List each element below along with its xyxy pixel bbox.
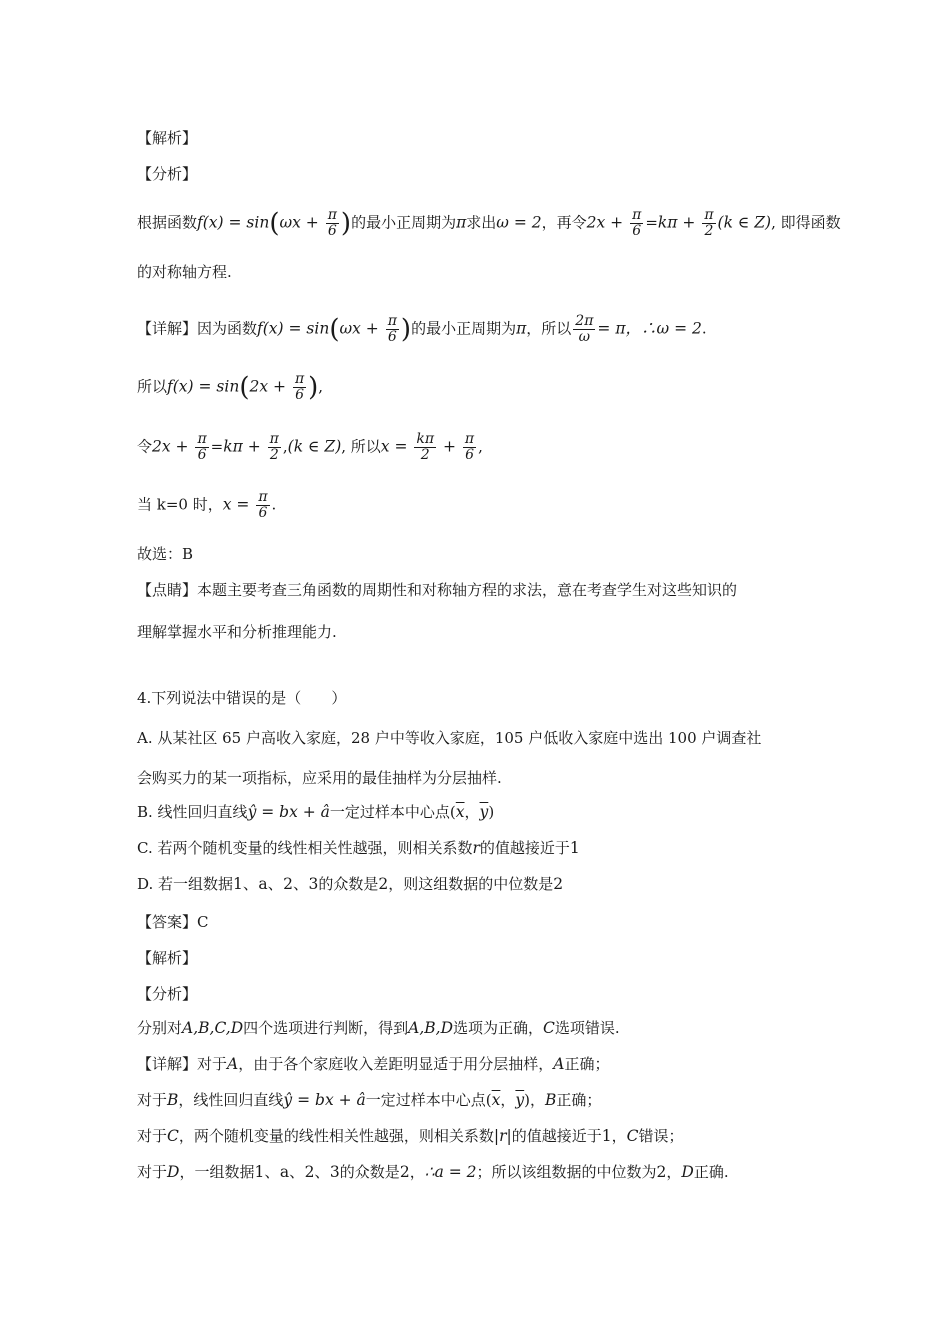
fenxi-line-1: 根据函数f(x) = sin(ωx + $\frac{\pi}{6}$ )的最小正周期为π求出ω = 2，再令2x + $\frac{\pi}{6}$ =kπ + $\frac{\pi}{2}$ (k ∈ Z), 即得函数 [137, 207, 841, 239]
q4-stem: 4.下列说法中错误的是（ ） [137, 689, 347, 707]
fenxi-line-2: 的对称轴方程. [137, 263, 232, 281]
q4-xiangjie-line-1: 【详解】对于A，由于各个家庭收入差距明显适于用分层抽样，A正确； [137, 1055, 610, 1073]
q4-answer: 【答案】C [137, 913, 209, 931]
q4-option-b: B. 线性回归直线ŷ = bx + â一定过样本中心点($\overline{x}$，$\overline{y}$) [137, 803, 495, 821]
dianjing-line-2: 理解掌握水平和分析推理能力. [137, 623, 337, 641]
q4-xiangjie-line-4: 对于D，一组数据1、a、2、3的众数是2，∴a = 2；所以该组数据的中位数为2，D正确. [137, 1163, 729, 1181]
q4-xiangjie-line-3: 对于C，两个随机变量的线性相关性越强，则相关系数|r|的值越接近于1，C错误； [137, 1127, 684, 1145]
xiangjie-line-4: 当 k=0 时，x = $\frac{\pi}{6}$ . [137, 489, 277, 521]
q4-jiexi-heading: 【解析】 [137, 949, 198, 967]
xiangjie-line-2: 所以f(x) = sin(2x + $\frac{\pi}{6}$ ), [137, 371, 324, 403]
q4-fenxi-line: 分别对A,B,C,D四个选项进行判断，得到A,B,D选项为正确，C选项错误. [137, 1019, 620, 1037]
xiangjie-line-1: 【详解】因为函数f(x) = sin(ωx + $\frac{\pi}{6}$ )的最小正周期为π，所以 $\frac{2\pi}{\omega}$ = π，∴ω = 2. [137, 313, 707, 345]
guxuan-line: 故选：B [137, 545, 194, 563]
q4-xiangjie-line-2: 对于B，线性回归直线ŷ = bx + â一定过样本中心点($\overline{x}$，$\overline{y}$)，B正确； [137, 1091, 602, 1109]
q4-option-a-line-1: A. 从某社区 65 户高收入家庭，28 户中等收入家庭，105 户低收入家庭中选出 100 户调查社 [137, 729, 762, 747]
q4-option-a-line-2: 会购买力的某一项指标，应采用的最佳抽样为分层抽样. [137, 769, 502, 787]
dianjing-line-1: 【点睛】本题主要考查三角函数的周期性和对称轴方程的求法，意在考查学生对这些知识的 [137, 581, 738, 599]
jiexi-heading-1: 【解析】 [137, 129, 198, 147]
xiangjie-line-3: 令2x + $\frac{\pi}{6}$ =kπ + $\frac{\pi}{2}$ ,(k ∈ Z), 所以x = $\frac{k\pi}{2}$ + $\frac{\pi}{6}$ , [137, 431, 483, 463]
q4-option-d: D. 若一组数据1、a、2、3的众数是2，则这组数据的中位数是2 [137, 875, 564, 893]
fenxi-heading-1: 【分析】 [137, 165, 198, 183]
q4-fenxi-heading: 【分析】 [137, 985, 198, 1003]
q4-option-c: C. 若两个随机变量的线性相关性越强，则相关系数r的值越接近于1 [137, 839, 580, 857]
